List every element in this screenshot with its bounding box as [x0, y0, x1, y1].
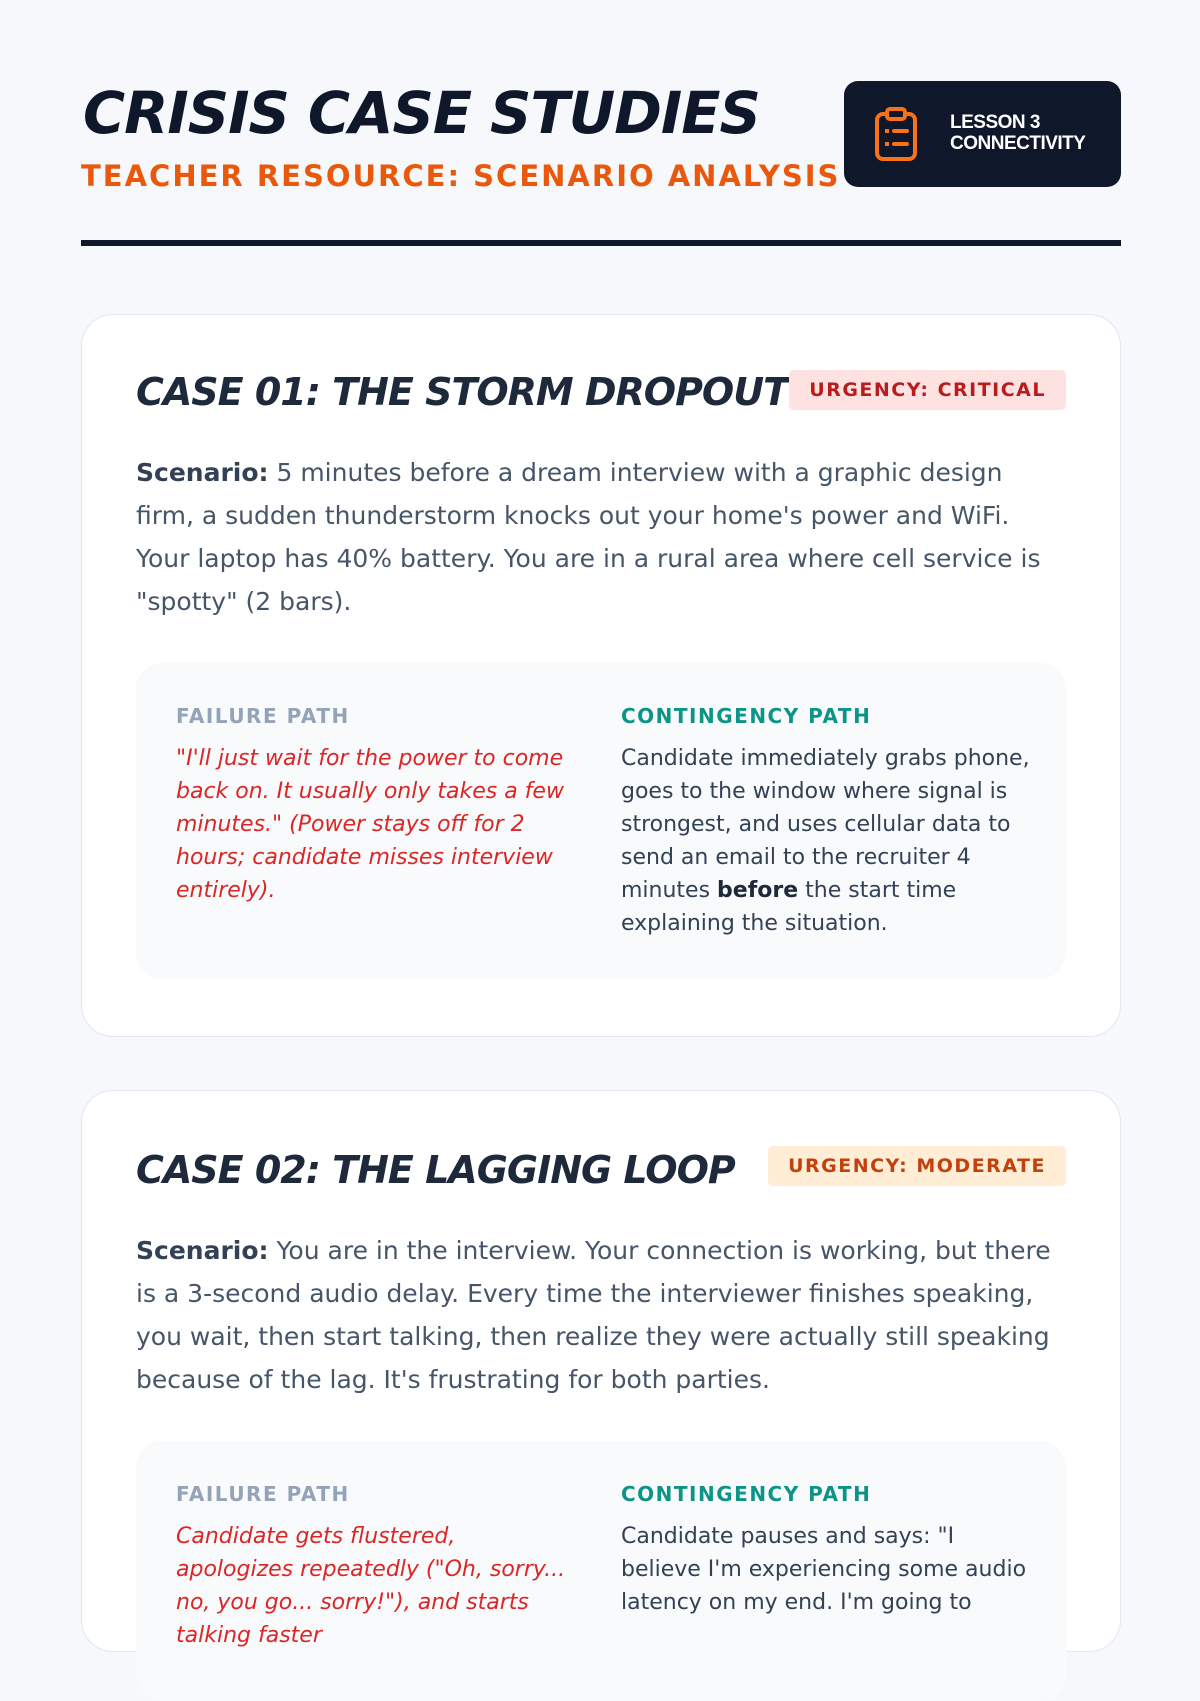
failure-path-text: Candidate gets flustered, apologizes repeatedly ("Oh, sorry... no, you go... sorry!"), and starts talking faster: [176, 1524, 566, 1648]
paths-panel: [136, 1441, 1066, 1701]
lesson-badge: [844, 81, 1121, 187]
lesson-number: LESSON 3: [950, 112, 1040, 133]
case-title: CASE 01: THE STORM DROPOUT: [136, 370, 789, 414]
case-title: CASE 02: THE LAGGING LOOP: [136, 1148, 735, 1192]
urgency-badge: URGENCY: MODERATE: [768, 1146, 1066, 1186]
contingency-path-text: Candidate pauses and says: "I believe I'm experiencing some audio latency on my end. I'm going to: [621, 1524, 1027, 1615]
contingency-text-part: the start time explaining the situation.: [621, 878, 957, 936]
case-card: [81, 1090, 1121, 1652]
contingency-text-part: Candidate immediately grabs phone, goes to the window where signal is strongest, and uses cellular data to send an email to the recruiter 4 minutes: [621, 746, 1030, 903]
contingency-path-label: CONTINGENCY PATH: [621, 1482, 872, 1506]
failure-path-text: "I'll just wait for the power to come back on. It usually only takes a few minutes." (Power stays off for 2 hours; candidate misses interview entirely).: [176, 746, 564, 903]
lesson-label: [950, 112, 1085, 154]
contingency-path: [621, 701, 1031, 940]
scenario-lead: Scenario:: [136, 458, 269, 487]
contingency-path-label: CONTINGENCY PATH: [621, 704, 872, 728]
page: [81, 0, 1121, 1648]
scenario-body: 5 minutes before a dream interview with a graphic design firm, a sudden thunderstorm knocks out your home's power and WiFi. Your laptop has 40% battery. You are in a rural area where cell service is "spotty" (2 bars).: [136, 458, 1041, 616]
scenario-body: You are in the interview. Your connection is working, but there is a 3-second audio delay. Every time the interviewer finishes speaking, you wait, then start talking, then realize they were actually still speaking because of the lag. It's frustrating for both parties.: [136, 1236, 1051, 1394]
failure-path-label: FAILURE PATH: [176, 704, 350, 728]
lesson-topic: CONNECTIVITY: [950, 133, 1086, 154]
contingency-path-text: [621, 742, 1031, 940]
page-subtitle: TEACHER RESOURCE: SCENARIO ANALYSIS: [81, 159, 841, 193]
contingency-text-emphasis: before: [717, 878, 799, 903]
clipboard-list-icon: [873, 106, 919, 162]
paths-panel: [136, 663, 1066, 979]
page-title: CRISIS CASE STUDIES: [83, 79, 760, 147]
page-header: [81, 0, 1121, 246]
scenario-lead: Scenario:: [136, 1236, 269, 1265]
urgency-badge: URGENCY: CRITICAL: [789, 370, 1066, 410]
scenario-text: [136, 1229, 1066, 1401]
header-divider: [81, 240, 1121, 246]
scenario-text: [136, 451, 1066, 623]
failure-path-label: FAILURE PATH: [176, 1482, 350, 1506]
failure-path: [176, 1479, 576, 1652]
contingency-path: [621, 1479, 1031, 1619]
failure-path: [176, 701, 576, 907]
case-card: [81, 314, 1121, 1037]
